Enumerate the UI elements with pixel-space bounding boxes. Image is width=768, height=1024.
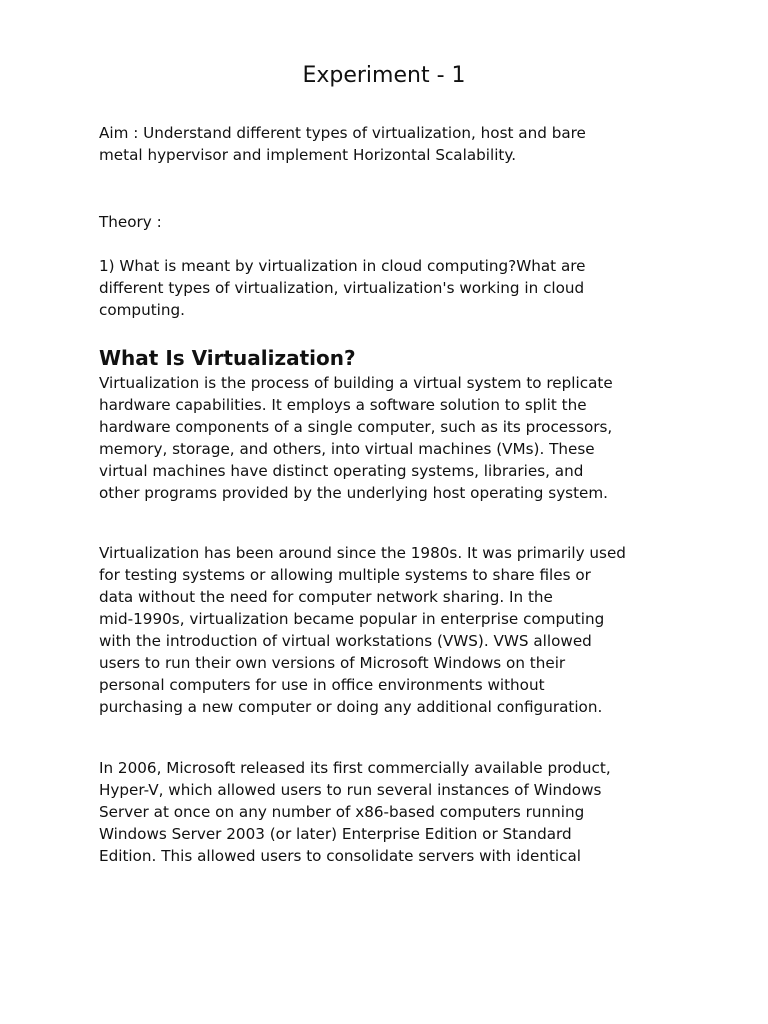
page-title: Experiment - 1 xyxy=(302,63,466,88)
paragraph-line: mid-1990s, virtualization became popular in enterprise computing xyxy=(99,610,605,628)
paragraph-line: Virtualization is the process of building a virtual system to replicate xyxy=(99,374,613,392)
aim-line: metal hypervisor and implement Horizontal Scalability. xyxy=(99,146,517,164)
section-heading: What Is Virtualization? xyxy=(99,346,356,370)
question-line: 1) What is meant by virtualization in cloud computing?What are xyxy=(99,257,586,275)
paragraph-line: other programs provided by the underlying host operating system. xyxy=(99,484,609,502)
paragraph-line: for testing systems or allowing multiple systems to share files or xyxy=(99,566,591,584)
body-paragraph-2 xyxy=(99,542,679,718)
paragraph-line: Edition. This allowed users to consolidate servers with identical xyxy=(99,847,582,865)
paragraph-line: virtual machines have distinct operating systems, libraries, and xyxy=(99,462,584,480)
paragraph-line: users to run their own versions of Microsoft Windows on their xyxy=(99,654,566,672)
paragraph-line: Virtualization has been around since the 1980s. It was primarily used xyxy=(99,544,626,562)
aim-paragraph xyxy=(99,122,679,166)
body-paragraph-3 xyxy=(99,757,679,867)
paragraph-line: In 2006, Microsoft released its first commercially available product, xyxy=(99,759,611,777)
paragraph-line: purchasing a new computer or doing any additional configuration. xyxy=(99,698,603,716)
paragraph-line: memory, storage, and others, into virtual machines (VMs). These xyxy=(99,440,595,458)
paragraph-line: personal computers for use in office environments without xyxy=(99,676,545,694)
aim-line: Aim : Understand different types of virtualization, host and bare xyxy=(99,124,586,142)
question-line: computing. xyxy=(99,301,185,319)
paragraph-line: with the introduction of virtual workstations (VWS). VWS allowed xyxy=(99,632,592,650)
paragraph-line: Server at once on any number of x86-based computers running xyxy=(99,803,585,821)
paragraph-line: hardware components of a single computer, such as its processors, xyxy=(99,418,613,436)
paragraph-line: Windows Server 2003 (or later) Enterprise Edition or Standard xyxy=(99,825,572,843)
paragraph-line: hardware capabilities. It employs a software solution to split the xyxy=(99,396,587,414)
paragraph-line: data without the need for computer network sharing. In the xyxy=(99,588,553,606)
question-line: different types of virtualization, virtualization's working in cloud xyxy=(99,279,585,297)
paragraph-line: Hyper-V, which allowed users to run several instances of Windows xyxy=(99,781,602,799)
body-paragraph-1 xyxy=(99,372,679,504)
theory-label xyxy=(99,211,679,233)
theory-label-text: Theory : xyxy=(99,213,162,231)
question-paragraph xyxy=(99,255,679,321)
